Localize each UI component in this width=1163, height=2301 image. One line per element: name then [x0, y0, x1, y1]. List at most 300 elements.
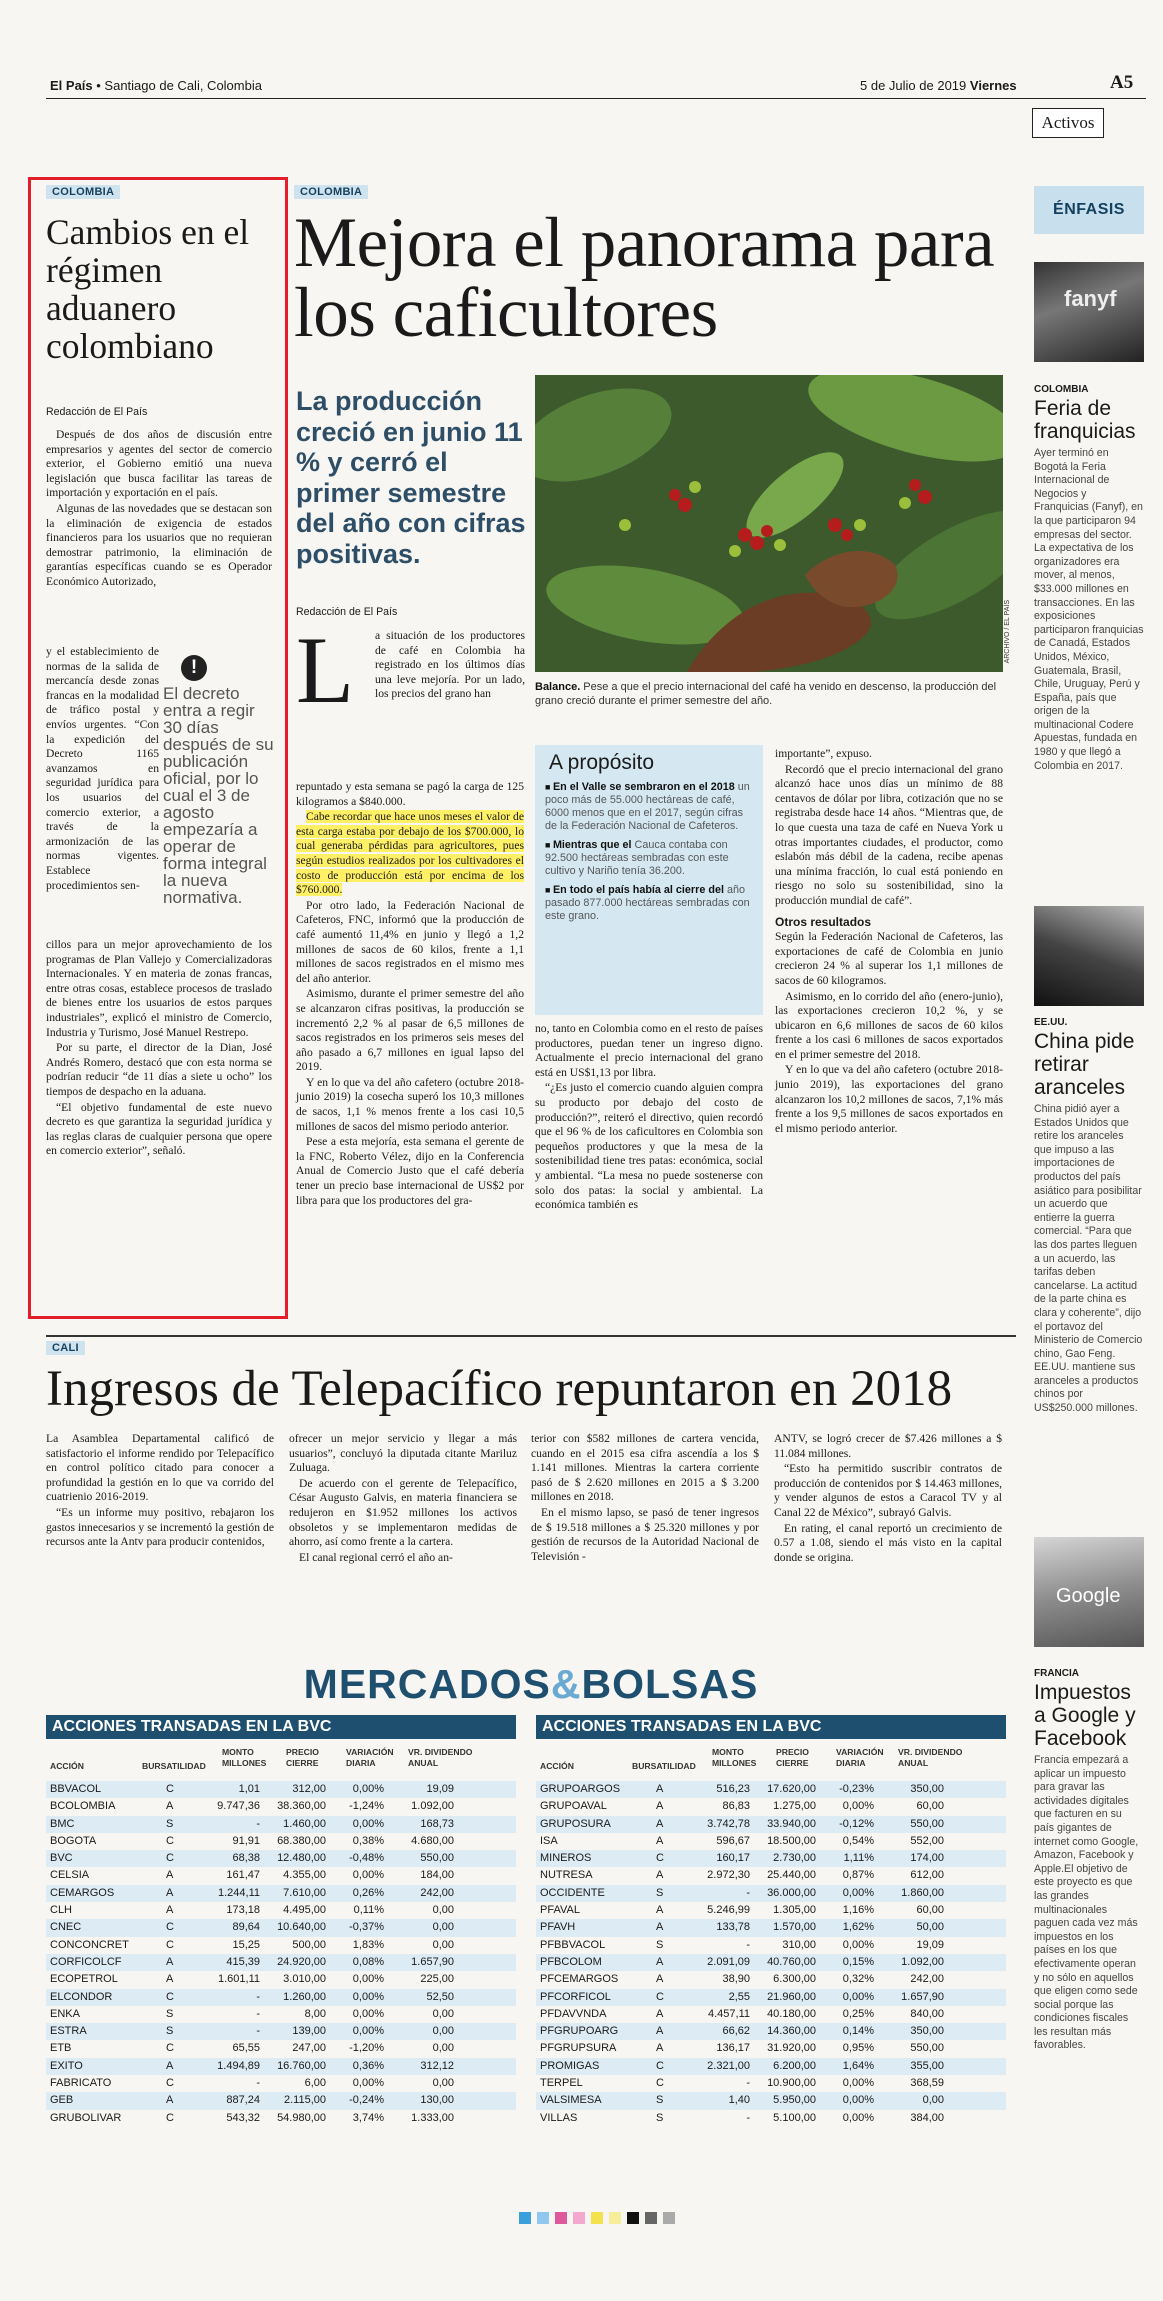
close-price-cell: 17.620,00 — [767, 1783, 816, 1795]
color-swatch — [519, 2212, 531, 2224]
close-price-cell: 40.180,00 — [767, 2007, 816, 2020]
amount-cell: 596,67 — [716, 1834, 750, 1847]
page-number: A5 — [1110, 72, 1134, 93]
daily-change-cell: 0,87% — [842, 1869, 874, 1882]
subhead: Otros resultados — [775, 914, 872, 929]
left-article-body-narrow: y el establecimiento de normas de la salida de mercancía desde zonas francas en la modalidad de tráfico postal y envíos urgentes. “Con la expedición del Decreto 1165 avanzamos en seguridad jurídica para los usuarios del comercio exterior, a través de la armonización de las normas vigentes. Establece procedimientos sen- — [46, 645, 159, 892]
table-row — [536, 1954, 1006, 1971]
liquidity-cell: A — [656, 2025, 664, 2038]
amount-cell: 1,40 — [728, 2094, 750, 2107]
daily-change-cell: 3,74% — [352, 2111, 384, 2124]
close-price-cell: 54.980,00 — [277, 2111, 326, 2124]
amount-cell: 65,55 — [232, 2042, 260, 2055]
close-price-cell: 6,00 — [304, 2077, 326, 2090]
close-price-cell: 310,00 — [782, 1938, 816, 1951]
liquidity-cell: A — [166, 1886, 174, 1899]
table-row — [46, 1919, 516, 1936]
ticker-cell: FABRICATO — [50, 2077, 112, 2090]
left-article-kicker: COLOMBIA — [46, 185, 120, 199]
table-row — [536, 2006, 1006, 2023]
liquidity-cell: S — [166, 1817, 174, 1830]
amount-cell: 1.494,89 — [217, 2059, 260, 2072]
liquidity-cell: C — [166, 1852, 174, 1865]
table-row — [46, 1885, 516, 1902]
highlighted-passage: Cabe recordar que hace unos meses el valor de esta carga estaba por debajo de los $700.000, lo cual generaba pérdidas para agricultores, pues según estudios realizados por los cultivadores el costo de producción está por encima de los $760.000. — [296, 810, 524, 897]
close-price-cell: 6.200,00 — [773, 2059, 816, 2072]
table-row — [536, 2040, 1006, 2057]
table-row — [536, 1971, 1006, 1988]
annual-dividend-cell: 60,00 — [916, 1904, 944, 1917]
annual-dividend-cell: 0,00 — [432, 2007, 454, 2020]
daily-change-cell: 0,32% — [842, 1973, 874, 1986]
ticker-cell: PFGRUPOARG — [540, 2025, 619, 2038]
color-swatch — [627, 2212, 639, 2224]
daily-change-cell: 0,00% — [352, 2077, 384, 2090]
left-article-byline: Redacción de El País — [46, 406, 148, 418]
ticker-cell: BMC — [50, 1817, 75, 1830]
liquidity-cell: A — [166, 1800, 174, 1813]
daily-change-cell: 0,25% — [842, 2007, 874, 2020]
close-price-cell: 3.010,00 — [283, 1973, 326, 1986]
ticker-cell: PROMIGAS — [540, 2059, 600, 2072]
fair-photo: fanyf — [1034, 262, 1144, 362]
ticker-cell: VILLAS — [540, 2111, 578, 2124]
annual-dividend-cell: 350,00 — [910, 1783, 944, 1795]
annual-dividend-cell: 174,00 — [910, 1852, 944, 1865]
close-price-cell: 2.115,00 — [283, 2094, 326, 2107]
liquidity-cell: A — [166, 1955, 174, 1968]
color-swatch — [537, 2212, 549, 2224]
ticker-cell: ETB — [50, 2042, 72, 2055]
annual-dividend-cell: 0,00 — [432, 1904, 454, 1917]
table-row — [536, 2075, 1006, 2092]
close-price-cell: 38.360,00 — [277, 1800, 326, 1813]
stock-table-header: ACCIÓN BURSATILIDAD MONTO MILLONES PRECIO CIERRE VARIACIÓN DIARIA VR. DIVIDENDO ANUAL — [540, 1747, 963, 1771]
table-row — [536, 2023, 1006, 2040]
close-price-cell: 12.480,00 — [277, 1852, 326, 1865]
ticker-cell: GRUPOARGOS — [540, 1783, 621, 1795]
table-row — [536, 2092, 1006, 2109]
liquidity-cell: A — [656, 2042, 664, 2055]
daily-change-cell: -1,20% — [349, 2042, 384, 2055]
amount-cell: 173,18 — [226, 1904, 260, 1917]
table-row — [536, 1850, 1006, 1867]
stock-table-body — [536, 1781, 1006, 2127]
table-row — [46, 1798, 516, 1815]
amount-cell: 136,17 — [716, 2042, 750, 2055]
liquidity-cell: A — [166, 2094, 174, 2107]
daily-change-cell: 0,00% — [842, 2094, 874, 2107]
liquidity-cell: C — [166, 1938, 174, 1951]
annual-dividend-cell: 840,00 — [910, 2007, 944, 2020]
amount-cell: 2,55 — [728, 1990, 750, 2003]
liquidity-cell: S — [166, 2025, 174, 2038]
table-row — [536, 1798, 1006, 1815]
daily-change-cell: 0,00% — [842, 1938, 874, 1951]
left-article-body-bottom: cillos para un mejor aprovechamiento de los programas de Plan Vallejo y Comercializadoras Internacionales. Y en materia de zonas francas, entre otras cosas, establece procesos de traslado de bienes entre los usuarios de estos parques industriales”, explicó el ministro de Comercio, Industria y Turismo, José Manuel Restrepo. Por su parte, el director de la Dian, José Andrés Romero, destacó que con esta norma se podrían reducir “de 11 días a siete u ocho” los tiempos de despacho en la aduana. “El objetivo fundamental de este nuevo decreto es que garantiza la seguridad jurídica y las reglas claras de cualquier persona que opere en comercio exterior”, señaló. — [46, 938, 272, 1158]
stock-table-body — [46, 1781, 516, 2127]
annual-dividend-cell: 0,00 — [432, 2025, 454, 2038]
table-row — [536, 1919, 1006, 1936]
stock-table-title: ACCIONES TRANSADAS EN LA BVC — [46, 1715, 516, 1739]
daily-change-cell: -0,12% — [839, 1817, 874, 1830]
table-row — [536, 2058, 1006, 2075]
liquidity-cell: A — [166, 1869, 174, 1882]
aside-item: ■ En todo el país había al cierre del año pasado 877.000 hectáreas sembradas con este grano. — [545, 884, 753, 923]
coffee-harvest-photo — [535, 375, 1003, 672]
amount-cell: 543,32 — [226, 2111, 260, 2124]
daily-change-cell: 0,38% — [352, 1834, 384, 1847]
daily-change-cell: 1,11% — [843, 1852, 874, 1865]
liquidity-cell: C — [166, 2042, 174, 2055]
annual-dividend-cell: 550,00 — [910, 2042, 944, 2055]
liquidity-cell: S — [656, 1938, 664, 1951]
china-photo — [1034, 906, 1144, 1006]
daily-change-cell: 1,83% — [352, 1938, 384, 1951]
annual-dividend-cell: 52,50 — [426, 1990, 454, 2003]
liquidity-cell: C — [166, 1834, 174, 1847]
liquidity-cell: S — [166, 2007, 174, 2020]
liquidity-cell: A — [656, 1817, 664, 1830]
table-row — [46, 1833, 516, 1850]
close-price-cell: 10.900,00 — [767, 2077, 816, 2090]
table-row — [46, 2040, 516, 2057]
close-price-cell: 21.960,00 — [767, 1990, 816, 2003]
close-price-cell: 18.500,00 — [767, 1834, 816, 1847]
amount-cell: - — [256, 2007, 260, 2020]
annual-dividend-cell: 0,00 — [432, 1921, 454, 1934]
amount-cell: - — [256, 2077, 260, 2090]
aside-item: ■ Mientras que el Cauca contaba con 92.500 hectáreas sembradas con este cultivo y Nariño tenía 36.200. — [545, 839, 753, 878]
annual-dividend-cell: 60,00 — [916, 1800, 944, 1813]
table-row — [536, 1867, 1006, 1884]
rail-brief-china: EE.UU. China pide retirar aranceles China pidió ayer a Estados Unidos que retire los aranceles que impuso a las importaciones de productos del país asiático para posibilitar un acuerdo que entierre la guerra comercial. “Para que las dos partes lleguen a un acuerdo, las tarifas deben cancelarse. La actitud de la parte china es clara y coherente”, dijo el portavoz del Ministerio de Comercio chino, Gao Feng. EE.UU. mantiene sus aranceles a productos chinos por US$250.000 millones. — [1034, 1017, 1143, 1415]
header-rule — [46, 98, 1146, 99]
close-price-cell: 1.460,00 — [283, 1817, 326, 1830]
table-row — [46, 1989, 516, 2006]
close-price-cell: 500,00 — [292, 1938, 326, 1951]
table-row — [536, 1989, 1006, 2006]
ticker-cell: GRUBOLIVAR — [50, 2111, 122, 2124]
annual-dividend-cell: 552,00 — [910, 1834, 944, 1847]
amount-cell: 160,17 — [716, 1852, 750, 1865]
daily-change-cell: 0,54% — [842, 1834, 874, 1847]
daily-change-cell: 0,00% — [352, 1783, 384, 1795]
a-proposito-box — [535, 745, 763, 1015]
liquidity-cell: S — [656, 1886, 664, 1899]
close-price-cell: 10.640,00 — [277, 1921, 326, 1934]
close-price-cell: 16.760,00 — [277, 2059, 326, 2072]
amount-cell: - — [746, 1938, 750, 1951]
ticker-cell: CLH — [50, 1904, 73, 1917]
annual-dividend-cell: 368,59 — [910, 2077, 944, 2090]
ticker-cell: PFCEMARGOS — [540, 1973, 619, 1986]
cali-article-title: Ingresos de Telepacífico repuntaron en 2018 — [46, 1361, 953, 1417]
close-price-cell: 1.570,00 — [773, 1921, 816, 1934]
daily-change-cell: -0,37% — [349, 1921, 384, 1934]
close-price-cell: 1.260,00 — [283, 1990, 326, 2003]
table-row — [46, 1937, 516, 1954]
annual-dividend-cell: 612,00 — [910, 1869, 944, 1882]
cali-article-column-3: terior con $582 millones de cartera vencida, cuando en el 2015 esa cifra ascendía a los $ 1.141 millones. Mientras la cartera corriente pasó de $ 2.620 millones en 2015 a $ 3.200 millones en 2018. En el mismo lapso, se pasó de tener ingresos de $ 19.518 millones a $ 25.320 millones y por gestión de recursos de la Autoridad Nacional de Televisión - — [531, 1432, 759, 1563]
color-swatch — [555, 2212, 567, 2224]
close-price-cell: 36.000,00 — [767, 1886, 816, 1899]
masthead-paper: El País • Santiago de Cali, Colombia — [50, 78, 262, 93]
ticker-cell: BOGOTA — [50, 1834, 97, 1847]
cali-article-column-4: ANTV, se logró crecer de $7.426 millones a $ 11.084 millones. “Esto ha permitido suscribir contratos de producción de contenidos por $ 14.463 millones, y vender algunos de estos a Caracol TV y al Canal 22 de México”, subrayó Galvis. En rating, el canal reportó un crecimiento de 0.57 a 1.08, siendo el más visto en la capital donde se origina. — [774, 1432, 1002, 1564]
enfasis-label: ÉNFASIS — [1034, 186, 1144, 234]
ticker-cell: GEB — [50, 2094, 74, 2107]
liquidity-cell: C — [166, 2077, 174, 2090]
liquidity-cell: A — [656, 1955, 664, 1968]
ticker-cell: PFAVH — [540, 1921, 576, 1934]
ticker-cell: GRUPOSURA — [540, 1817, 611, 1830]
daily-change-cell: -0,23% — [839, 1783, 874, 1795]
close-price-cell: 247,00 — [292, 2042, 326, 2055]
ticker-cell: ENKA — [50, 2007, 80, 2020]
amount-cell: 89,64 — [232, 1921, 260, 1934]
amount-cell: 887,24 — [226, 2094, 260, 2107]
liquidity-cell: A — [166, 2059, 174, 2072]
amount-cell: 1.601,11 — [217, 1973, 260, 1986]
amount-cell: 1,01 — [238, 1783, 260, 1795]
left-article-pullquote: ! El decreto entra a regir 30 días después de su publicación oficial, por lo cual el 3 de agosto empezaría a operar de forma integral la nueva normativa. — [163, 657, 274, 907]
annual-dividend-cell: 184,00 — [420, 1869, 454, 1882]
annual-dividend-cell: 225,00 — [420, 1973, 454, 1986]
ticker-cell: TERPEL — [540, 2077, 583, 2090]
google-photo: Google — [1034, 1537, 1144, 1647]
amount-cell: - — [746, 2111, 750, 2124]
daily-change-cell: 1,62% — [842, 1921, 874, 1934]
close-price-cell: 24.920,00 — [277, 1955, 326, 1968]
main-article-column-1: repuntado y esta semana se pagó la carga de 125 kilogramos a $840.000. Cabe recordar que hace unos meses el valor de esta carga estaba por debajo de los $700.000, lo cual generaba pérdidas para agricultores, pues según estudios realizados por los cultivadores el costo de producción está por encima de los $760.000. Por otro lado, la Federación Nacional de Cafeteros, FNC, informó que la producción de café aumentó 11,4% en junio y llegó a 1,2 millones de sacos de 60 kilos, frente a 1,1 millones de sacos registrados en el mismo mes del año anterior. Asimismo, durante el primer semestre del año se alcanzaron cifras positivas, la producción se incrementó 2,2 % al pasar de 6,5 millones de sacos registrados en los primeros seis meses del año pasado a 6,7 millones en igual lapso del 2019. Y en lo que va del año cafetero (octubre 2018-junio 2019) la cosecha superó los 10,3 millones de sacos, 1,1 % menos frente a los casi 10,5 millones de sacos del mismo periodo anterior. Pese a esta mejoría, esta semana el gerente de la FNC, Roberto Vélez, dijo en la Conferencia Anual de Comercio Justo que el café debería tener un precio base internacional de US$2 por libra para que los productores del gra- — [296, 780, 524, 1207]
annual-dividend-cell: 1.092,00 — [901, 1955, 944, 1968]
ticker-cell: ELCONDOR — [50, 1990, 113, 2003]
dropcap: L — [296, 617, 355, 723]
daily-change-cell: 0,00% — [352, 2007, 384, 2020]
daily-change-cell: 0,00% — [352, 1869, 384, 1882]
annual-dividend-cell: 0,00 — [432, 2042, 454, 2055]
amount-cell: 38,90 — [722, 1973, 750, 1986]
ticker-cell: ECOPETROL — [50, 1973, 118, 1986]
ticker-cell: BVC — [50, 1852, 73, 1865]
amount-cell: 2.972,30 — [707, 1869, 750, 1882]
amount-cell: - — [746, 1886, 750, 1899]
daily-change-cell: 0,00% — [352, 2025, 384, 2038]
stock-table-title: ACCIONES TRANSADAS EN LA BVC — [536, 1715, 1006, 1739]
ticker-cell: CNEC — [50, 1921, 82, 1934]
amount-cell: 9.747,36 — [217, 1800, 260, 1813]
left-article-title: Cambios en el régimen aduanero colombiano — [46, 212, 250, 366]
amount-cell: - — [746, 2077, 750, 2090]
daily-change-cell: 0,95% — [842, 2042, 874, 2055]
ticker-cell: CEMARGOS — [50, 1886, 115, 1899]
table-row — [46, 2092, 516, 2109]
table-row — [46, 2023, 516, 2040]
annual-dividend-cell: 242,00 — [910, 1973, 944, 1986]
ticker-cell: EXITO — [50, 2059, 83, 2072]
table-row — [536, 1833, 1006, 1850]
amount-cell: 5.246,99 — [707, 1904, 750, 1917]
close-price-cell: 5.100,00 — [773, 2111, 816, 2124]
close-price-cell: 4.495,00 — [283, 1904, 326, 1917]
liquidity-cell: A — [656, 1783, 664, 1795]
table-row — [536, 1902, 1006, 1919]
annual-dividend-cell: 1.860,00 — [901, 1886, 944, 1899]
cali-article-column-2: ofrecer un mejor servicio y llegar a más usuarios”, concluyó la diputada citante Mariluz Zuluaga. De acuerdo con el gerente de Telepacífico, César Augusto Galvis, en materia financiera se redujeron en $1.952 millones los activos obsoletos y se implementaron medidas de ahorro, así como frente a la cartera. El canal regional cerró el año an- — [289, 1432, 517, 1564]
annual-dividend-cell: 1.657,90 — [901, 1990, 944, 2003]
annual-dividend-cell: 550,00 — [910, 1817, 944, 1830]
annual-dividend-cell: 242,00 — [420, 1886, 454, 1899]
daily-change-cell: 0,36% — [352, 2059, 384, 2072]
ticker-cell: OCCIDENTE — [540, 1886, 605, 1899]
close-price-cell: 1.305,00 — [773, 1904, 816, 1917]
close-price-cell: 5.950,00 — [773, 2094, 816, 2107]
left-article-body-top: Después de dos años de discusión entre empresarios y agentes del sector de comercio exterior, el Gobierno emitió una nueva legislación que busca facilitar las tareas de importación y exportación en el país. Algunas de las novedades que se destacan son la eliminación de exigencia de estados financieros para los usuarios que no requieran demostrar patrimonio, la eliminación de garantías específicas cuando se es Operador Económico Autorizado, — [46, 428, 272, 588]
close-price-cell: 25.440,00 — [767, 1869, 816, 1882]
annual-dividend-cell: 0,00 — [922, 2094, 944, 2107]
table-row — [46, 1781, 516, 1798]
liquidity-cell: S — [656, 2094, 664, 2107]
annual-dividend-cell: 350,00 — [910, 2025, 944, 2038]
ticker-cell: MINEROS — [540, 1852, 592, 1865]
aside-item: ■ En el Valle se sembraron en el 2018 un poco más de 55.000 hectáreas de café, 6000 menos que en el 2017, según cifras de la Federación Nacional de Cafeteros. — [545, 781, 753, 833]
liquidity-cell: C — [166, 1921, 174, 1934]
annual-dividend-cell: 550,00 — [420, 1852, 454, 1865]
close-price-cell: 33.940,00 — [767, 1817, 816, 1830]
masthead-date: 5 de Julio de 2019 Viernes — [860, 78, 1017, 93]
daily-change-cell: 1,16% — [842, 1904, 874, 1917]
annual-dividend-cell: 1.333,00 — [411, 2111, 454, 2124]
close-price-cell: 8,00 — [304, 2007, 326, 2020]
annual-dividend-cell: 384,00 — [910, 2111, 944, 2124]
close-price-cell: 7.610,00 — [283, 1886, 326, 1899]
table-row — [46, 1971, 516, 1988]
annual-dividend-cell: 4.680,00 — [411, 1834, 454, 1847]
ticker-cell: PFAVAL — [540, 1904, 580, 1917]
amount-cell: 161,47 — [226, 1869, 260, 1882]
amount-cell: 15,25 — [232, 1938, 260, 1951]
main-article-column-3: importante”, expuso. Recordó que el precio internacional del grano alcanzó hace unos días un mínimo de 88 centavos de dólar por libra, cotización que no se registraba desde hace 14 años. “Mientras que, de lo que cuesta una taza de café en Nueva York u otras importantes ciudades, el productor, como eslabón más débil de la cadena, recibe apenas una mínima fracción, lo cual está poniendo en riesgo no solo su sostenibilidad, sino la producción mundial de café”. Otros resultados Según la Federación Nacional de Cafeteros, las exportaciones de café de Colombia en junio crecieron 24 % al superar los 1,1 millones de sacos de 60 kilogramos. Asimismo, en lo corrido del año (enero-junio), las exportaciones crecieron 10,2 %, y se ubicaron en 6,6 millones de sacos de 60 kilos frente a los casi 6 millones de sacos exportados en el primer semestre del 2018. Y en lo que va del año cafetero (octubre 2018-junio 2019), las exportaciones del grano alcanzaron los 10,2 millones de sacos, 7,1% más frente a los 9,5 millones de sacos exportados en el mismo periodo anterior. — [775, 747, 1003, 1135]
stock-table-right — [536, 1715, 1006, 2127]
close-price-cell: 312,00 — [292, 1783, 326, 1795]
markets-title: MERCADOS&BOLSAS — [303, 1661, 759, 1707]
amount-cell: - — [256, 1817, 260, 1830]
liquidity-cell: C — [166, 1990, 174, 2003]
amount-cell: 133,78 — [716, 1921, 750, 1934]
daily-change-cell: -0,24% — [349, 2094, 384, 2107]
main-article-column-2: no, tanto en Colombia como en el resto de países productores, puedan tener un ingreso digno. Actualmente el precio internacional del grano está en US$1,13 por libra. “¿Es justo el comercio cuando alguien compra su producto por debajo del costo de producción?”, reiteró el directivo, quien recordó que el 96 % de los caficultores en Colombia son pequeños productores y que la mesa de la sostenibilidad tiene tres patas: económica, social y ambiental. “La mesa no puede sostenerse con solo dos patas: la social y ambiental. La económica también es — [535, 1022, 763, 1212]
annual-dividend-cell: 312,12 — [420, 2059, 454, 2072]
liquidity-cell: C — [166, 2111, 174, 2124]
ticker-cell: VALSIMESA — [540, 2094, 602, 2107]
daily-change-cell: 0,00% — [842, 1886, 874, 1899]
liquidity-cell: S — [656, 2111, 664, 2124]
daily-change-cell: 0,00% — [352, 1973, 384, 1986]
rail-brief-franquicias: COLOMBIA Feria de franquicias Ayer terminó en Bogotá la Feria Internacional de Negocios y Franquicias (Fanyf), en la que participaron 94 empresas del sector. La expectativa de los organizadores era mover, al menos, $33.000 millones en transacciones. En las exposiciones participaron franquicias de Canadá, Estados Unidos, México, Guatemala, Brasil, Chile, Uruguay, Perú y España, país que origen de la multinacional Codere Apuestas, fundada en 1980 y que llegó a Colombia en 2017. — [1034, 384, 1144, 772]
liquidity-cell: A — [166, 1904, 174, 1917]
close-price-cell: 2.730,00 — [773, 1852, 816, 1865]
ticker-cell: PFBCOLOM — [540, 1955, 602, 1968]
section-label: Activos — [1032, 108, 1104, 138]
amount-cell: 91,91 — [232, 1834, 260, 1847]
table-row — [46, 2058, 516, 2075]
liquidity-cell: C — [166, 1783, 174, 1795]
daily-change-cell: 1,64% — [842, 2059, 874, 2072]
color-swatch — [645, 2212, 657, 2224]
daily-change-cell: 0,26% — [352, 1886, 384, 1899]
ticker-cell: ESTRA — [50, 2025, 87, 2038]
daily-change-cell: 0,00% — [352, 1990, 384, 2003]
liquidity-cell: C — [656, 1990, 664, 2003]
daily-change-cell: 0,00% — [352, 1817, 384, 1830]
daily-change-cell: 0,00% — [842, 2111, 874, 2124]
liquidity-cell: A — [656, 1834, 664, 1847]
liquidity-cell: C — [656, 1852, 664, 1865]
close-price-cell: 14.360,00 — [767, 2025, 816, 2038]
amount-cell: 516,23 — [716, 1783, 750, 1795]
stock-table-header: ACCIÓN BURSATILIDAD MONTO MILLONES PRECIO CIERRE VARIACIÓN DIARIA VR. DIVIDENDO ANUAL — [50, 1747, 473, 1771]
main-article-kicker: COLOMBIA — [294, 185, 368, 199]
daily-change-cell: 0,15% — [842, 1955, 874, 1968]
close-price-cell: 139,00 — [292, 2025, 326, 2038]
daily-change-cell: 0,08% — [352, 1955, 384, 1968]
daily-change-cell: 0,11% — [353, 1904, 384, 1917]
annual-dividend-cell: 355,00 — [910, 2059, 944, 2072]
cali-article-kicker: CALI — [46, 1341, 85, 1355]
liquidity-cell: A — [656, 1921, 664, 1934]
daily-change-cell: -0,48% — [349, 1852, 384, 1865]
stock-table-left — [46, 1715, 516, 2127]
ticker-cell: NUTRESA — [540, 1869, 593, 1882]
ticker-cell: BCOLOMBIA — [50, 1800, 116, 1813]
amount-cell: - — [256, 1990, 260, 2003]
aside-title: A propósito — [549, 751, 655, 774]
daily-change-cell: -1,24% — [349, 1800, 384, 1813]
annual-dividend-cell: 168,73 — [420, 1817, 454, 1830]
amount-cell: 66,62 — [722, 2025, 750, 2038]
section-divider — [46, 1335, 1016, 1337]
ticker-cell: GRUPOAVAL — [540, 1800, 607, 1813]
photo-caption: Balance. Pese a que el precio internacional del café ha venido en descenso, la producción del grano creció durante el primer semestre del año. — [535, 681, 997, 707]
table-row — [536, 2110, 1006, 2127]
amount-cell: 1.244,11 — [217, 1886, 260, 1899]
amount-cell: - — [256, 2025, 260, 2038]
daily-change-cell: 0,00% — [842, 1990, 874, 2003]
liquidity-cell: A — [656, 1800, 664, 1813]
ticker-cell: PFGRUPSURA — [540, 2042, 617, 2055]
table-row — [536, 1816, 1006, 1833]
annual-dividend-cell: 0,00 — [432, 1938, 454, 1951]
daily-change-cell: 0,00% — [842, 1800, 874, 1813]
annual-dividend-cell: 0,00 — [432, 2077, 454, 2090]
annual-dividend-cell: 50,00 — [916, 1921, 944, 1934]
liquidity-cell: C — [656, 2077, 664, 2090]
print-color-bar — [519, 2212, 675, 2224]
table-row — [46, 1867, 516, 1884]
close-price-cell: 6.300,00 — [773, 1973, 816, 1986]
cali-article-column-1: La Asamblea Departamental calificó de satisfactorio el informe rendido por Telepacífico en control político citado para conocer a profundidad la gestión en lo que va corrido del cuatrienio 2016-2019. “Es un informe muy positivo, rebajaron los gastos innecesarios y se incrementó la gestión de recursos ante la Antv para producir contenidos, — [46, 1432, 274, 1549]
ticker-cell: PFBBVACOL — [540, 1938, 606, 1951]
liquidity-cell: A — [656, 1869, 664, 1882]
photo-credit: ARCHIVO / EL PAÍS — [1004, 600, 1011, 664]
rail-brief-francia: FRANCIA Impuestos a Google y Facebook Francia empezará a aplicar un impuesto para gravar las actividades digitales que facturen en su país gigantes de internet como Google, Amazon, Facebook y Apple.El objetivo de este proyecto es que las grandes multinacionales paguen cada vez más impuestos en los países en los que efectivamente operan y no sólo en aquellos que eligen como sede social porque las condiciones fiscales les resultan más favorables. — [1034, 1668, 1139, 2052]
liquidity-cell: A — [166, 1973, 174, 1986]
table-row — [536, 1885, 1006, 1902]
ticker-cell: CONCONCRET — [50, 1938, 129, 1951]
main-article-title: Mejora el panorama para los caficultores — [294, 204, 995, 352]
ticker-cell: ISA — [540, 1834, 558, 1847]
